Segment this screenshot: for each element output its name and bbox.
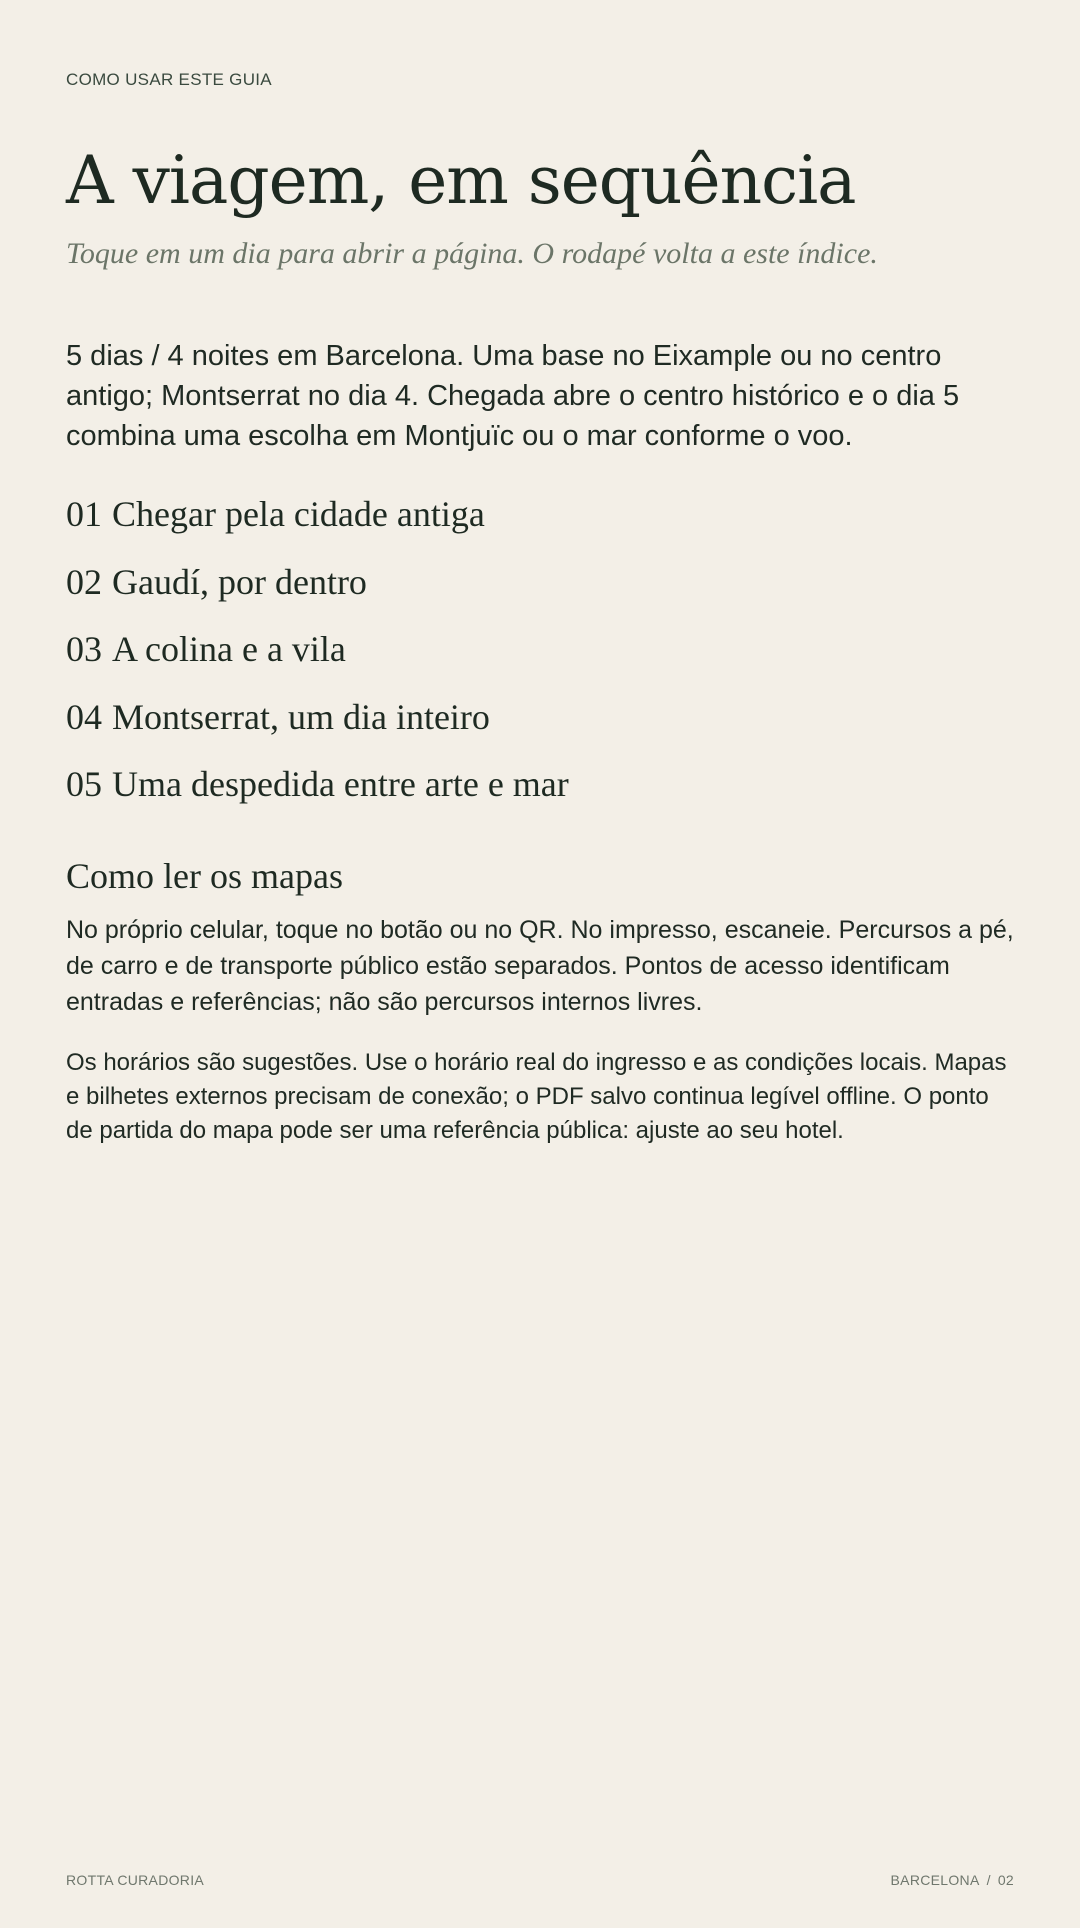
day-number: 05 [66,764,102,804]
day-link-04[interactable] [66,691,569,759]
day-link-02[interactable] [66,556,569,624]
maps-section-title: Como ler os mapas [66,856,343,896]
maps-paragraph-1: No próprio celular, toque no botão ou no QR. No impresso, escaneie. Percursos a pé, de carro e de transporte público estão separados. Pontos de acesso identificam entradas e referências; não são percursos internos livres. [66,916,1014,1016]
day-label: A colina e a vila [112,629,346,669]
day-link-01[interactable] [66,488,569,556]
maps-paragraph-2: Os horários são sugestões. Use o horário real do ingresso e as condições locais. Mapas e bilhetes externos precisam de conexão; o PDF salvo continua legível offline. O ponto de partida do mapa pode ser uma referência pública: ajuste ao seu hotel. [66,1049,1007,1144]
day-label: Chegar pela cidade antiga [112,494,485,534]
page-title: A viagem, em sequência [66,142,856,219]
section-eyebrow: COMO USAR ESTE GUIA [66,70,272,89]
day-number: 04 [66,696,102,737]
day-label: Gaudí, por dentro [112,561,367,602]
day-index-list [66,488,569,826]
day-number: 02 [66,561,102,602]
page-subtitle: Toque em um dia para abrir a página. O rodapé volta a este índice. [66,237,878,270]
footer-separator: / [986,1872,991,1888]
intro-paragraph: 5 dias / 4 noites em Barcelona. Uma base no Eixample ou no centro antigo; Montserrat no dia 4. Chegada abre o centro histórico e o dia 5 combina uma escolha em Montjuïc ou o mar conforme o voo. [66,340,960,452]
day-label: Montserrat, um dia inteiro [112,696,490,737]
day-number: 01 [66,494,102,534]
day-link-03[interactable] [66,623,569,691]
day-label: Uma despedida entre arte e mar [112,764,569,804]
day-link-05[interactable] [66,758,569,826]
footer-city: BARCELONA [890,1872,980,1888]
footer-page-info[interactable] [891,1872,1014,1888]
footer-page-number: 02 [997,1872,1014,1888]
day-number: 03 [66,629,102,669]
footer-brand: ROTTA CURADORIA [66,1872,205,1888]
